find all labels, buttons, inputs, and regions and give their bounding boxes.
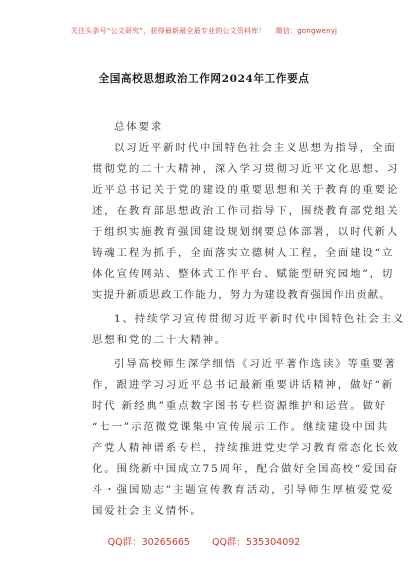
body-line: 思想和党的二十大精神。 xyxy=(92,334,228,346)
qq-group-2: QQ群：535304092 xyxy=(211,537,301,548)
promo-text: 关注头条号“公文研究”，获得最新最全最专业的公文资料库！ xyxy=(70,27,266,35)
section-heading: 总体要求 xyxy=(114,121,164,133)
wechat-id: 微信：gongwenyj xyxy=(275,27,338,35)
promo-banner xyxy=(0,26,408,36)
body-line: 引导高校师生深学细悟《习近平著作选读》等重要著 xyxy=(114,358,397,370)
body-line: 述，在教育部思想政治工作司指导下，围绕教育部党组关 xyxy=(92,205,400,217)
footer-contact xyxy=(0,534,408,548)
document-title: 全国高校思想政治工作网2024年工作要点 xyxy=(98,73,310,85)
body-line: 以习近平新时代中国特色社会主义思想为指导，全面 xyxy=(114,142,397,154)
section-item-1: 1、持续学习宣传贯彻习近平新时代中国特色社会主义 xyxy=(114,313,406,325)
body-line: 化。围绕新中国成立75周年，配合做好全国高校“爱国奋 xyxy=(92,463,399,475)
body-line: 铸魂工程为抓手，全面落实立德树人工程，全面建设“立 xyxy=(92,247,395,259)
body-line: 贯彻党的二十大精神，深入学习贯彻习近平文化思想、习 xyxy=(92,163,400,175)
body-line: 时代 新经典”重点数字图书专栏资源维护和运营。做好 xyxy=(92,400,388,412)
body-line: 近平总书记关于党的建设的重要思想和关于教育的重要论 xyxy=(92,184,400,196)
body-line: 作，跟进学习习近平总书记最新重要讲话精神，做好“新 xyxy=(92,379,395,391)
body-line: 斗・强国励志”主题宣传教育活动，引导师生厚植爱党爱 xyxy=(92,484,395,496)
body-line: “七一”示范微党课集中宣传展示工作。继续建设中国共 xyxy=(92,421,390,433)
body-line: 于组织实施教育强国建设规划纲要总体部署，以时代新人 xyxy=(92,226,400,238)
body-line: 体化宣传网站、整体式工作平台、赋能型研究园地”，切 xyxy=(92,268,395,280)
body-line: 产党人精神谱系专栏，持续推进党史学习教育常态化长效 xyxy=(92,442,400,454)
body-line: 国爱社会主义情怀。 xyxy=(92,505,203,517)
qq-group-1: QQ群：30265665 xyxy=(107,537,190,548)
body-line: 实提升新质思政工作能力，努力为建设教育强国作出贡献。 xyxy=(92,289,391,301)
